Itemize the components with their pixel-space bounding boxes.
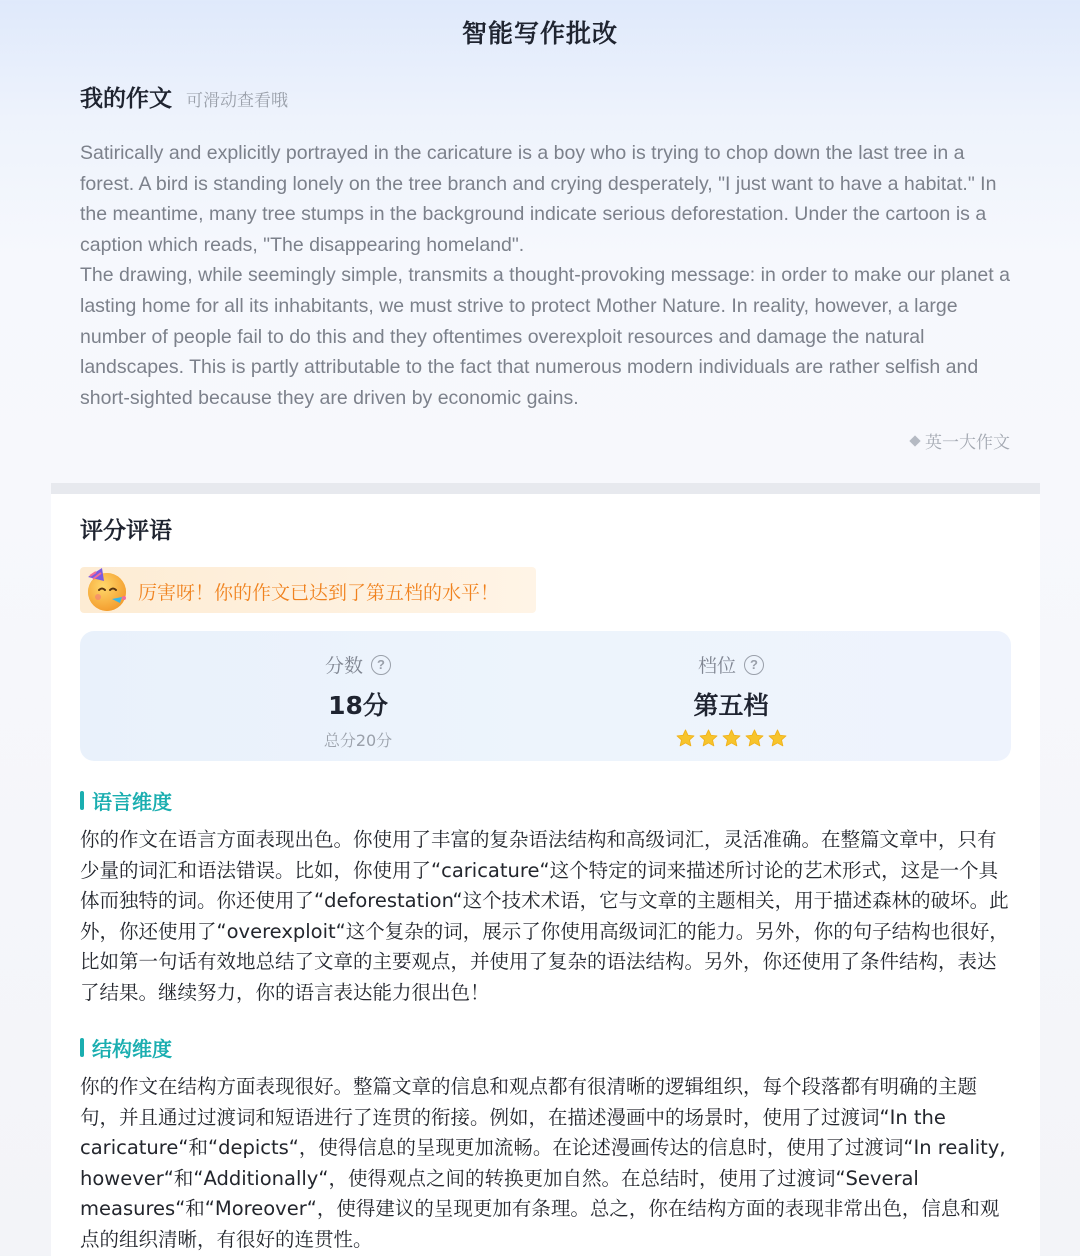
section-divider: [51, 483, 1040, 494]
party-face-icon: [82, 565, 130, 613]
page-title: 智能写作批改: [461, 19, 618, 48]
star-icon: [767, 728, 788, 749]
praise-text: 厉害呀！你的作文已达到了第五档的水平！: [138, 582, 500, 604]
dimension-title-text: 语言维度: [92, 790, 172, 814]
essay-header: [80, 80, 288, 113]
score-panel: [80, 631, 1011, 761]
score-label-row: [208, 651, 508, 678]
essay-paragraph: Satirically and explicitly portrayed in the caricature is a boy who is trying to chop down the last tree in a forest. A bird is standing lonely on the tree branch and crying desperately, "I just want to have a habitat." In the meantime, many tree stumps in the background indicate serious deforestation. Under the cartoon is a caption which reads, "The disappearing homeland".: [80, 142, 997, 256]
structure-dimension-text: 你的作文在结构方面表现很好。整篇文章的信息和观点都有很清晰的逻辑组织，每个段落都有明确的主题句，并且通过过渡词和短语进行了连贯的衔接。例如，在描述漫画中的场景时，使用了过渡词“In the caricature“和“depicts“，使得信息的呈现更加流畅。在论述漫画传达的信息时，使用了过渡词“In reality, however“和“Additionally“，使得观点之间的转换更加自然。在总结时，使用了过渡词“Several measures“和“Moreover“，使得建议的呈现更加有条理。总之，你在结构方面的表现非常出色，信息和观点的组织清晰，有很好的连贯性。: [80, 1075, 1006, 1251]
score-label: 分数: [324, 655, 363, 677]
help-icon[interactable]: ?: [371, 655, 391, 675]
star-icon: [721, 728, 742, 749]
grade-label: 档位: [697, 655, 736, 677]
dimension-title-text: 结构维度: [92, 1037, 172, 1061]
accent-bar: [80, 791, 84, 810]
star-icon: [698, 728, 719, 749]
grade-value: 第五档: [693, 691, 769, 720]
score-value: 18分: [328, 691, 388, 720]
essay-paragraph: The drawing, while seemingly simple, transmits a thought-provoking message: in order to make our planet a lasting home for all its inhabitants, we must strive to protect Mother Nature. In reality, however, a large number of people fail to do this and they oftentimes overexploit resources and damage the natural landscapes. This is partly attributable to the fact that numerous modern individuals are rather selfish and short-sighted because they are driven by economic gains.: [80, 264, 1010, 409]
essay-type-label: 英一大作文: [925, 433, 1010, 453]
score-column: [208, 631, 508, 751]
language-dimension-title: [80, 786, 172, 815]
essay-text[interactable]: [80, 138, 1015, 413]
language-dimension-text: 你的作文在语言方面表现出色。你使用了丰富的复杂语法结构和高级词汇，灵活准确。在整篇文章中，只有少量的词汇和语法错误。比如，你使用了“caricature“这个特定的词来描述所讨论的艺术形式，这是一个具体而独特的词。你还使用了“deforestation“这个技术术语，它与文章的主题相关，用于描述森林的破坏。此外，你还使用了“overexploit“这个复杂的词，展示了你使用高级词汇的能力。另外，你的句子结构也很好，比如第一句话有效地总结了文章的主要观点，并使用了复杂的语法结构。另外，你还使用了条件结构，表达了结果。继续努力，你的语言表达能力很出色！: [80, 828, 1009, 1004]
review-title: 评分评语: [80, 518, 172, 544]
structure-dimension-title: [80, 1033, 172, 1062]
essay-type-tag: [911, 428, 1010, 453]
accent-bar: [80, 1038, 84, 1057]
star-rating: [581, 728, 881, 749]
praise-banner: [80, 567, 536, 613]
grade-column: [581, 631, 881, 749]
star-icon: [744, 728, 765, 749]
scroll-hint: 可滑动查看哦: [186, 91, 288, 111]
star-icon: [675, 728, 696, 749]
essay-heading: 我的作文: [80, 86, 172, 112]
score-total: 总分20分: [323, 731, 393, 750]
help-icon[interactable]: ?: [744, 655, 764, 675]
grade-label-row: [581, 651, 881, 678]
diamond-icon: [909, 435, 920, 446]
